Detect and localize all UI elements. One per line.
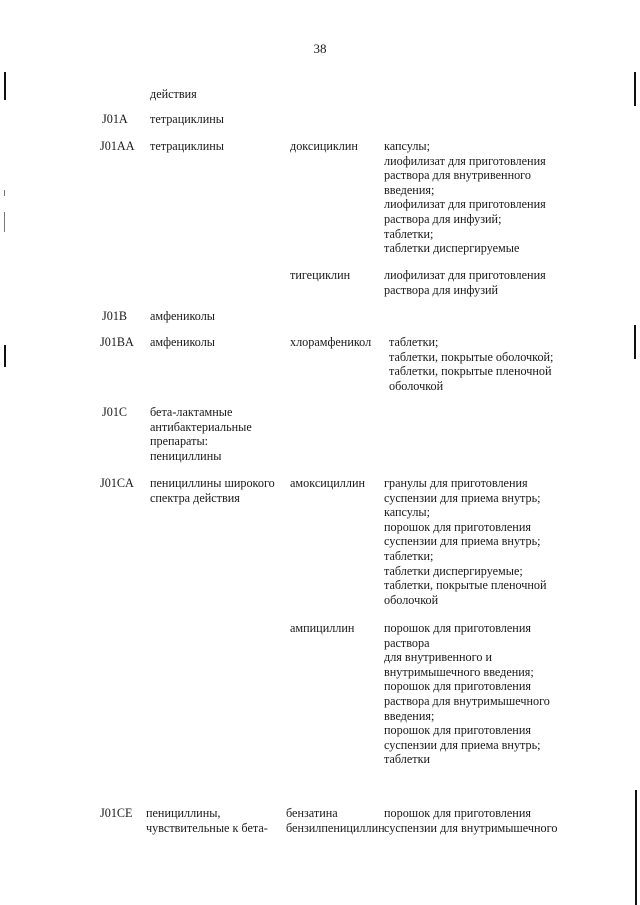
dosage-form-line: раствора <box>384 635 430 650</box>
group-line: действия <box>150 87 197 101</box>
atc-code: J01AA <box>100 139 135 153</box>
drug-name-cell <box>286 806 385 835</box>
group-cell <box>150 87 282 102</box>
group-line: тетрациклины <box>150 139 224 153</box>
scan-edge-mark <box>4 212 5 232</box>
scan-edge-mark <box>4 190 5 196</box>
atc-code: J01BA <box>100 335 134 349</box>
dosage-form-line: раствора для инфузий <box>384 282 499 297</box>
dosage-form-cell <box>384 806 557 835</box>
dosage-form-line: введения; <box>384 708 435 723</box>
dosage-form-line: порошок для приготовления <box>384 621 531 635</box>
group-line: пенициллины, <box>146 806 221 820</box>
dosage-form-line: суспензии для приема внутрь; <box>384 534 541 549</box>
dosage-form-line: таблетки диспергируемые; <box>384 563 523 578</box>
group-line: пенициллины широкого <box>150 476 275 490</box>
atc-code: J01C <box>102 405 128 419</box>
drug-name-cell <box>290 268 350 283</box>
dosage-form-line: таблетки; <box>384 548 434 563</box>
group-line: чувствительные к бета- <box>146 820 268 835</box>
dosage-form-line: для внутривенного и <box>384 650 492 665</box>
dosage-form-line: капсулы; <box>384 139 430 153</box>
group-line: пенициллины <box>150 448 222 463</box>
dosage-form-line: капсулы; <box>384 505 430 520</box>
group-cell <box>150 405 282 463</box>
dosage-form-line: гранулы для приготовления <box>384 476 528 490</box>
atc-code: J01B <box>102 309 128 323</box>
dosage-form-line: оболочкой <box>384 592 439 607</box>
drug-name: бензилпенициллин <box>286 820 385 835</box>
drug-name: хлорамфеникол <box>290 335 372 349</box>
drug-name: тигециклин <box>290 268 351 282</box>
group-cell <box>150 476 290 505</box>
dosage-form-line: порошок для приготовления <box>384 806 531 820</box>
group-line: антибактериальные <box>150 419 252 434</box>
drug-name: амоксициллин <box>290 476 366 490</box>
dosage-form-cell <box>384 476 547 607</box>
group-line: тетрациклины <box>150 112 224 126</box>
dosage-form-cell <box>384 139 546 256</box>
group-line: бета-лактамные <box>150 405 233 419</box>
dosage-form-line: таблетки; <box>389 335 439 349</box>
dosage-form-line: раствора для инфузий; <box>384 211 502 226</box>
dosage-form-line: таблетки диспергируемые <box>384 241 520 256</box>
dosage-form-line: лиофилизат для приготовления <box>384 268 546 282</box>
group-line: амфениколы <box>150 335 215 349</box>
atc-code: J01CE <box>100 806 133 820</box>
dosage-form-line: таблетки; <box>384 226 434 241</box>
group-cell <box>150 335 282 350</box>
dosage-form-line: внутримышечного введения; <box>384 664 534 679</box>
dosage-form-line: таблетки, покрытые пленочной <box>389 364 552 379</box>
dosage-form-cell <box>389 335 553 393</box>
dosage-form-line: таблетки <box>384 752 431 767</box>
group-line: препараты: <box>150 434 209 449</box>
dosage-form-line: таблетки, покрытые пленочной <box>384 578 547 593</box>
dosage-form-line: раствора для внутривенного <box>384 168 531 183</box>
dosage-form-line: таблетки, покрытые оболочкой; <box>389 349 554 364</box>
group-cell <box>150 112 282 127</box>
scan-edge-mark <box>634 72 636 106</box>
dosage-form-line: суспензии для приема внутрь; <box>384 737 541 752</box>
dosage-form-line: порошок для приготовления <box>384 723 531 738</box>
group-cell <box>150 139 282 154</box>
group-cell <box>150 309 282 324</box>
dosage-form-line: введения; <box>384 182 435 197</box>
atc-code: J01CA <box>100 476 134 490</box>
drug-name: доксициклин <box>290 139 358 153</box>
drug-name-cell <box>290 335 371 350</box>
drug-name: бензатина <box>286 806 338 820</box>
dosage-form-line: суспензии для приема внутрь; <box>384 490 541 505</box>
drug-name: ампициллин <box>290 621 355 635</box>
dosage-form-line: лиофилизат для приготовления <box>384 197 546 212</box>
dosage-form-cell <box>384 621 550 767</box>
drug-name-cell <box>290 621 354 636</box>
group-cell <box>146 806 286 835</box>
dosage-form-line: суспензии для внутримышечного <box>384 820 558 835</box>
dosage-form-line: лиофилизат для приготовления <box>384 153 546 168</box>
scan-edge-mark <box>635 790 637 905</box>
page-number: 38 <box>313 41 327 56</box>
dosage-form-cell <box>384 268 546 297</box>
dosage-form-line: раствора для внутримышечного <box>384 693 550 708</box>
group-line: амфениколы <box>150 309 215 323</box>
atc-code: J01A <box>102 112 128 126</box>
scan-edge-mark <box>634 325 636 359</box>
drug-name-cell <box>290 476 365 491</box>
dosage-form-line: порошок для приготовления <box>384 519 531 534</box>
dosage-form-line: порошок для приготовления <box>384 679 531 694</box>
scan-edge-mark <box>4 345 6 367</box>
scan-edge-mark <box>4 72 6 100</box>
dosage-form-line: оболочкой <box>389 378 444 393</box>
group-line: спектра действия <box>150 490 240 505</box>
drug-name-cell <box>290 139 358 154</box>
